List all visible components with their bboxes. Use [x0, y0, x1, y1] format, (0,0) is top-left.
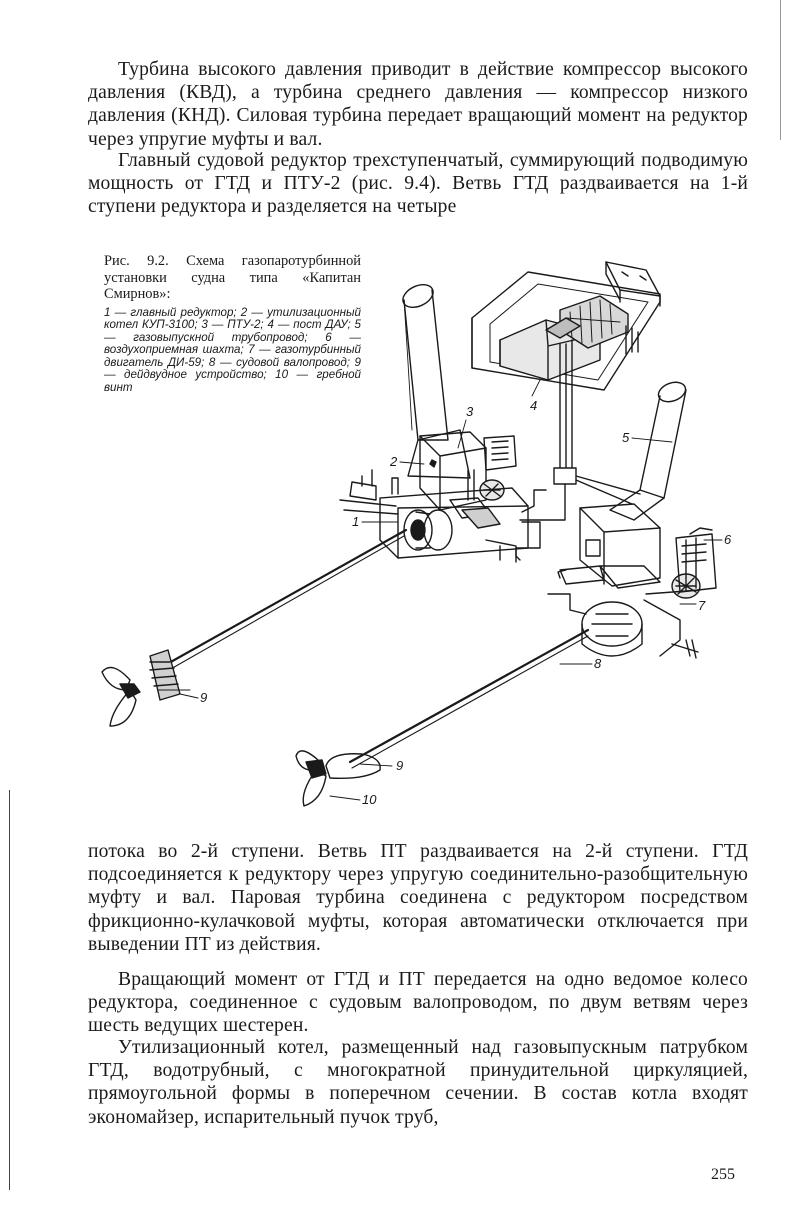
- main-reduction-gear: [340, 470, 546, 562]
- scan-margin-line-right: [780, 0, 781, 140]
- paragraph-3: [88, 840, 748, 956]
- page-number: 255: [711, 1166, 735, 1183]
- callout-leaders: [180, 380, 722, 800]
- figure-legend: 1 — главный редуктор; 2 — утилизационный котел КУП-3100; 3 — ПТУ-2; 4 — пост ДАУ; 5 — газовыпускной трубопровод; 6 — воздухоприемная шахта; 7 — газотурбинный двигатель ДИ-59; 8 — судовой валопровод; 9 — дейдвудное устройство; 10 — гребной винт: [104, 305, 361, 395]
- callout-6: 6: [724, 532, 732, 547]
- callout-5: 5: [622, 430, 630, 445]
- callout-1: 1: [352, 514, 360, 529]
- boiler-and-steam-turbine: [420, 432, 516, 528]
- figure-caption-title: Рис. 9.2. Схема газопаротурбинной установки судна типа «Капитан Смирнов»:: [104, 253, 361, 302]
- paragraph-3-text: потока во 2-й ступени. Ветвь ПТ раздваивается на 2-й ступени. ГТД подсоединяется к редуктору через упругую соединительно-разобщительную муфту и вал. Паровая турбина соединена с редуктором посредством фрикционно-кулачковой муфты, которая автоматически отключается при выведении ПТ из действия.: [88, 841, 748, 955]
- callout-9-left: 9: [200, 690, 208, 705]
- paragraph-5-text: Утилизационный котел, размещенный над газовыпускным патрубком ГТД, водотрубный, с многократной принудительной циркуляцией, прямоугольной формы в поперечном сечении. В состав котла входят экономайзер, испарительный пучок труб,: [88, 1037, 748, 1128]
- propeller-shaft-right: [296, 630, 588, 806]
- paragraph-4: [88, 968, 748, 1038]
- paragraph-1-text: Турбина высокого давления приводит в действие компрессор высокого давления (КВД), а турбина среднего давления — компрессор низкого давления (КНД). Силовая турбина передает вращающий момент на редуктор через упругие муфты и вал.: [88, 59, 748, 150]
- callout-7: 7: [698, 598, 706, 613]
- junction-box: [554, 468, 576, 484]
- exhaust-stack-left: [399, 280, 470, 478]
- gas-turbine-engine: [548, 504, 716, 658]
- callout-10: 10: [362, 792, 377, 807]
- paragraph-4-text: Вращающий момент от ГТД и ПТ передается на одно ведомое колесо редуктора, соединенное с судовым валопроводом, по двум ветвям через шесть ведущих шестерен.: [88, 969, 748, 1037]
- callout-3: 3: [466, 404, 474, 419]
- callout-4: 4: [530, 398, 538, 413]
- paragraph-5: [88, 1036, 748, 1129]
- scan-margin-line: [9, 790, 10, 1190]
- callout-8: 8: [594, 656, 602, 671]
- exhaust-stack-right: [610, 379, 688, 520]
- callout-9-right: 9: [396, 758, 404, 773]
- propeller-shaft-left: [102, 530, 406, 726]
- callout-2: 2: [390, 454, 398, 469]
- paragraph-2-text: Главный судовой редуктор трехступенчатый, суммирующий подводимую мощность от ГТД и ПТУ-2 (рис. 9.4). Ветвь ГТД раздваивается на 1-й ступени редуктора и разделяется на четыре: [88, 150, 748, 218]
